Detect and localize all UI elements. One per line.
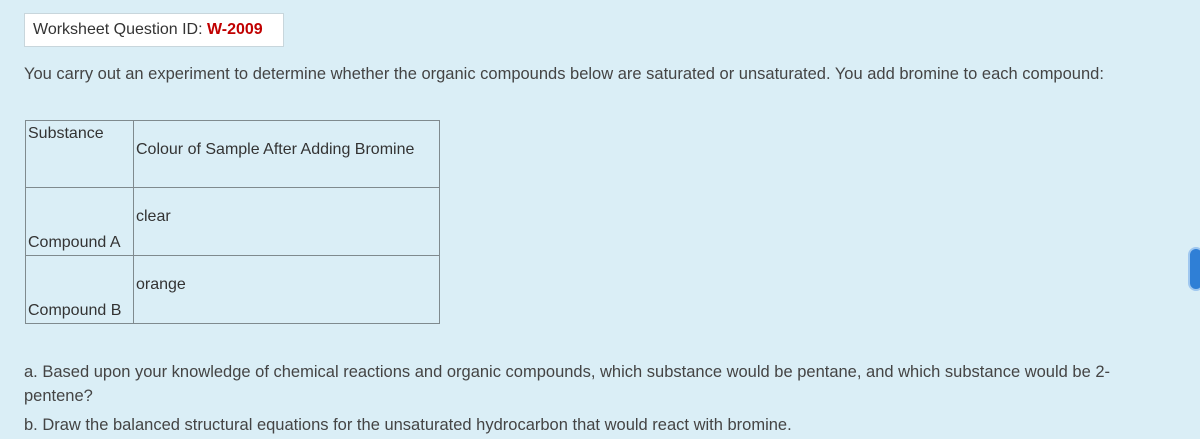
question-id-value: W-2009 — [207, 21, 263, 38]
question-b: b. Draw the balanced structural equations for the unsaturated hydrocarbon that would react with bromine. — [24, 416, 792, 434]
question-id-label: Worksheet Question ID: — [33, 21, 207, 38]
header-colour: Colour of Sample After Adding Bromine — [134, 121, 440, 188]
table-row — [26, 256, 440, 324]
cell-colour-b: orange — [134, 256, 440, 324]
cell-substance-b: Compound B — [26, 256, 134, 324]
header-substance: Substance — [26, 121, 134, 188]
table-row — [26, 188, 440, 256]
bromine-results-table — [25, 120, 440, 324]
cell-substance-a: Compound A — [26, 188, 134, 256]
question-a: a. Based upon your knowledge of chemical reactions and organic compounds, which substance would be pentane, and which substance would be 2-pentene? — [24, 363, 1111, 405]
table-header-row — [26, 121, 440, 188]
side-panel-tab[interactable] — [1188, 247, 1200, 291]
worksheet-question-id-box — [24, 13, 284, 47]
intro-text: You carry out an experiment to determine whether the organic compounds below are saturated or unsaturated. You add bromine to each compound: — [24, 65, 1104, 83]
cell-colour-a: clear — [134, 188, 440, 256]
